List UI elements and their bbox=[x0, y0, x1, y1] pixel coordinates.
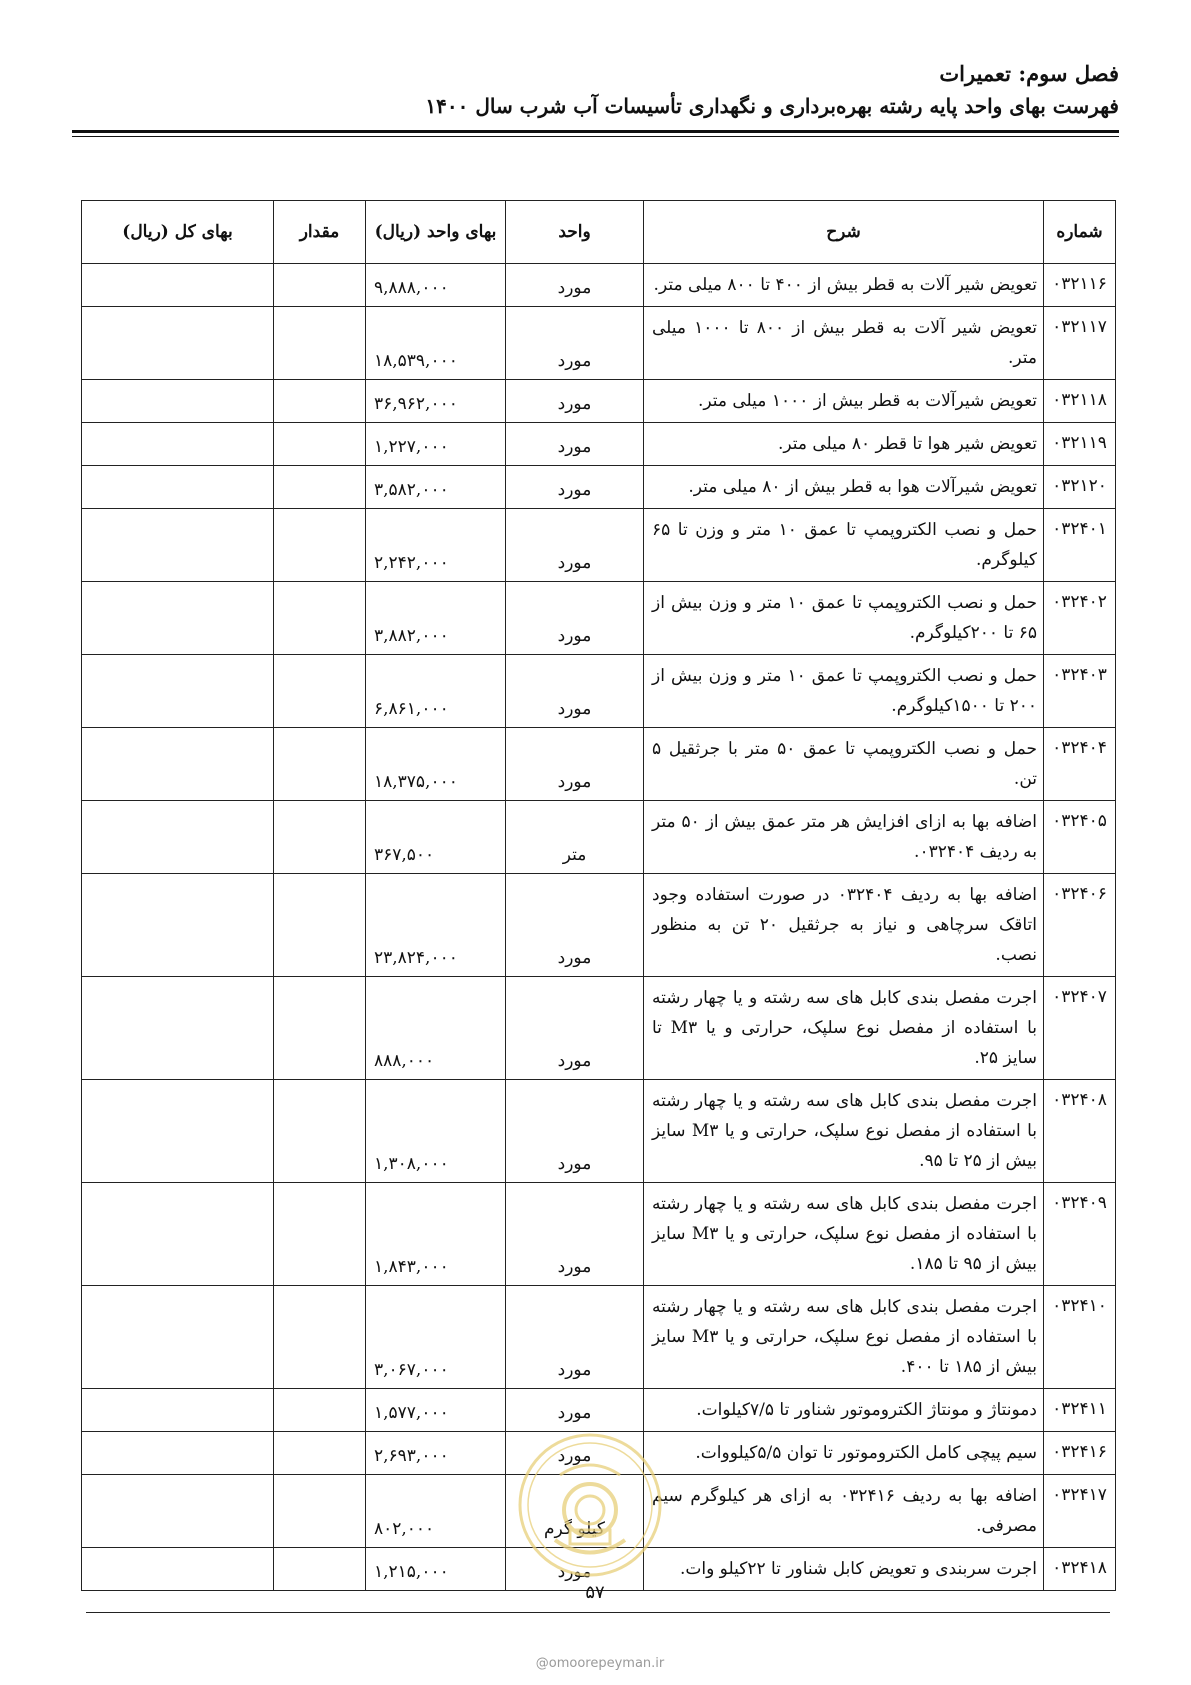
footer-rule bbox=[86, 1612, 1110, 1613]
item-unit-price: ۲,۲۴۲,۰۰۰ bbox=[366, 509, 506, 582]
item-total-price bbox=[82, 1080, 274, 1183]
item-unit-price: ۱,۲۱۵,۰۰۰ bbox=[366, 1548, 506, 1591]
item-quantity bbox=[274, 509, 366, 582]
item-code: ۰۳۲۱۲۰ bbox=[1044, 466, 1116, 509]
item-description: تعویض شیر هوا تا قطر ۸۰ میلی متر. bbox=[644, 423, 1044, 466]
item-quantity bbox=[274, 1183, 366, 1286]
item-unit: مورد bbox=[506, 509, 644, 582]
item-unit-price: ۱۸,۳۷۵,۰۰۰ bbox=[366, 728, 506, 801]
item-total-price bbox=[82, 801, 274, 874]
item-description: تعویض شیر آلات به قطر بیش از ۴۰۰ تا ۸۰۰ میلی متر. bbox=[644, 264, 1044, 307]
document-title: فهرست بهای واحد پایه رشته بهره‌برداری و نگهداری تأسیسات آب شرب سال ۱۴۰۰ bbox=[425, 94, 1119, 118]
item-total-price bbox=[82, 307, 274, 380]
item-description: اجرت سربندی و تعویض کابل شناور تا ۲۲کیلو وات. bbox=[644, 1548, 1044, 1591]
table-row bbox=[82, 582, 1116, 655]
item-unit: مورد bbox=[506, 1183, 644, 1286]
item-description: حمل و نصب الکتروپمپ تا عمق ۵۰ متر با جرثقیل ۵ تن. bbox=[644, 728, 1044, 801]
page-number: ۵۷ bbox=[585, 1582, 605, 1603]
item-quantity bbox=[274, 466, 366, 509]
item-unit: مورد bbox=[506, 582, 644, 655]
table-row bbox=[82, 874, 1116, 977]
item-total-price bbox=[82, 874, 274, 977]
item-description: حمل و نصب الکتروپمپ تا عمق ۱۰ متر و وزن تا ۶۵ کیلوگرم. bbox=[644, 509, 1044, 582]
item-unit-price: ۳,۵۸۲,۰۰۰ bbox=[366, 466, 506, 509]
item-total-price bbox=[82, 977, 274, 1080]
item-quantity bbox=[274, 728, 366, 801]
item-unit-price: ۳۶۷,۵۰۰ bbox=[366, 801, 506, 874]
table-row bbox=[82, 1080, 1116, 1183]
col-header-qty: مقدار bbox=[274, 201, 366, 264]
item-description: اضافه بها به ردیف ۰۳۲۴۰۴ در صورت استفاده وجود اتاقک سرچاهی و نیاز به جرثقیل ۲۰ تن به منظور نصب. bbox=[644, 874, 1044, 977]
item-unit: مورد bbox=[506, 380, 644, 423]
col-header-unit: واحد bbox=[506, 201, 644, 264]
item-code: ۰۳۲۱۱۹ bbox=[1044, 423, 1116, 466]
table-row bbox=[82, 423, 1116, 466]
item-total-price bbox=[82, 380, 274, 423]
item-description: تعویض شیر آلات به قطر بیش از ۸۰۰ تا ۱۰۰۰ میلی متر. bbox=[644, 307, 1044, 380]
item-unit: کیلو گرم bbox=[506, 1475, 644, 1548]
item-unit: مورد bbox=[506, 423, 644, 466]
item-quantity bbox=[274, 1286, 366, 1389]
item-description: اجرت مفصل بندی کابل های سه رشته و یا چهار رشته با استفاده از مفصل نوع سلپک، حرارتی و یا M۳ تا سایز ۲۵. bbox=[644, 977, 1044, 1080]
item-unit: مورد bbox=[506, 264, 644, 307]
item-code: ۰۳۲۴۱۷ bbox=[1044, 1475, 1116, 1548]
item-quantity bbox=[274, 1475, 366, 1548]
item-quantity bbox=[274, 1389, 366, 1432]
item-quantity bbox=[274, 1548, 366, 1591]
item-code: ۰۳۲۴۱۶ bbox=[1044, 1432, 1116, 1475]
table-row bbox=[82, 1183, 1116, 1286]
table-row bbox=[82, 1389, 1116, 1432]
item-total-price bbox=[82, 582, 274, 655]
item-code: ۰۳۲۴۰۹ bbox=[1044, 1183, 1116, 1286]
item-description: تعویض شیرآلات هوا به قطر بیش از ۸۰ میلی متر. bbox=[644, 466, 1044, 509]
item-total-price bbox=[82, 423, 274, 466]
table-row bbox=[82, 655, 1116, 728]
item-description: دمونتاژ و مونتاژ الکتروموتور شناور تا ۷/۵کیلوات. bbox=[644, 1389, 1044, 1432]
item-unit: مورد bbox=[506, 1548, 644, 1591]
item-quantity bbox=[274, 977, 366, 1080]
table-row bbox=[82, 1286, 1116, 1389]
item-unit: مورد bbox=[506, 307, 644, 380]
item-total-price bbox=[82, 728, 274, 801]
header-rule-thin bbox=[72, 136, 1119, 137]
item-quantity bbox=[274, 423, 366, 466]
item-unit-price: ۳,۰۶۷,۰۰۰ bbox=[366, 1286, 506, 1389]
item-unit-price: ۶,۸۶۱,۰۰۰ bbox=[366, 655, 506, 728]
item-quantity bbox=[274, 380, 366, 423]
item-code: ۰۳۲۴۱۱ bbox=[1044, 1389, 1116, 1432]
item-total-price bbox=[82, 1548, 274, 1591]
item-quantity bbox=[274, 874, 366, 977]
item-unit: مورد bbox=[506, 655, 644, 728]
item-unit: مورد bbox=[506, 728, 644, 801]
item-unit-price: ۱,۲۲۷,۰۰۰ bbox=[366, 423, 506, 466]
item-total-price bbox=[82, 1432, 274, 1475]
item-total-price bbox=[82, 1389, 274, 1432]
table-row bbox=[82, 728, 1116, 801]
item-unit: مورد bbox=[506, 1286, 644, 1389]
item-description: اجرت مفصل بندی کابل های سه رشته و یا چهار رشته با استفاده از مفصل نوع سلپک، حرارتی و یا M۳ سایز بیش از ۲۵ تا ۹۵. bbox=[644, 1080, 1044, 1183]
table-row bbox=[82, 380, 1116, 423]
item-description: حمل و نصب الکتروپمپ تا عمق ۱۰ متر و وزن بیش از ۲۰۰ تا ۱۵۰۰کیلوگرم. bbox=[644, 655, 1044, 728]
item-unit-price: ۸۸۸,۰۰۰ bbox=[366, 977, 506, 1080]
item-quantity bbox=[274, 1080, 366, 1183]
item-quantity bbox=[274, 582, 366, 655]
table-row bbox=[82, 466, 1116, 509]
item-unit: مورد bbox=[506, 1432, 644, 1475]
item-total-price bbox=[82, 655, 274, 728]
item-code: ۰۳۲۴۰۴ bbox=[1044, 728, 1116, 801]
col-header-total: بهای کل (ریال) bbox=[82, 201, 274, 264]
item-code: ۰۳۲۱۱۷ bbox=[1044, 307, 1116, 380]
item-code: ۰۳۲۴۰۱ bbox=[1044, 509, 1116, 582]
col-header-price: بهای واحد (ریال) bbox=[366, 201, 506, 264]
item-description: سیم پیچی کامل الکتروموتور تا توان ۵/۵کیلووات. bbox=[644, 1432, 1044, 1475]
item-unit: مورد bbox=[506, 1080, 644, 1183]
item-code: ۰۳۲۴۱۰ bbox=[1044, 1286, 1116, 1389]
item-total-price bbox=[82, 466, 274, 509]
table-row bbox=[82, 977, 1116, 1080]
item-code: ۰۳۲۴۰۷ bbox=[1044, 977, 1116, 1080]
item-code: ۰۳۲۴۱۸ bbox=[1044, 1548, 1116, 1591]
item-unit-price: ۲,۶۹۳,۰۰۰ bbox=[366, 1432, 506, 1475]
table-row bbox=[82, 264, 1116, 307]
item-total-price bbox=[82, 1183, 274, 1286]
page-header bbox=[72, 58, 1119, 122]
item-description: حمل و نصب الکتروپمپ تا عمق ۱۰ متر و وزن بیش از ۶۵ تا ۲۰۰کیلوگرم. bbox=[644, 582, 1044, 655]
item-total-price bbox=[82, 1475, 274, 1548]
item-total-price bbox=[82, 264, 274, 307]
table-row bbox=[82, 307, 1116, 380]
price-table bbox=[81, 200, 1116, 1591]
item-unit: مورد bbox=[506, 466, 644, 509]
table-row bbox=[82, 801, 1116, 874]
item-code: ۰۳۲۴۰۲ bbox=[1044, 582, 1116, 655]
table-row bbox=[82, 509, 1116, 582]
item-description: اجرت مفصل بندی کابل های سه رشته و یا چهار رشته با استفاده از مفصل نوع سلپک، حرارتی و یا M۳ سایز بیش از ۱۸۵ تا ۴۰۰. bbox=[644, 1286, 1044, 1389]
item-code: ۰۳۲۴۰۸ bbox=[1044, 1080, 1116, 1183]
item-quantity bbox=[274, 801, 366, 874]
item-unit: مورد bbox=[506, 977, 644, 1080]
item-code: ۰۳۲۱۱۸ bbox=[1044, 380, 1116, 423]
header-rule-thick bbox=[72, 130, 1119, 133]
item-description: اضافه بها به ازای افزایش هر متر عمق بیش از ۵۰ متر به ردیف ۰۳۲۴۰۴. bbox=[644, 801, 1044, 874]
item-quantity bbox=[274, 264, 366, 307]
item-unit-price: ۲۳,۸۲۴,۰۰۰ bbox=[366, 874, 506, 977]
seal-logo-icon bbox=[515, 1430, 665, 1580]
item-unit-price: ۹,۸۸۸,۰۰۰ bbox=[366, 264, 506, 307]
col-header-desc: شرح bbox=[644, 201, 1044, 264]
item-unit-price: ۱,۳۰۸,۰۰۰ bbox=[366, 1080, 506, 1183]
item-unit-price: ۱,۸۴۳,۰۰۰ bbox=[366, 1183, 506, 1286]
item-unit: مورد bbox=[506, 874, 644, 977]
table-header-row bbox=[82, 201, 1116, 264]
item-unit-price: ۳۶,۹۶۲,۰۰۰ bbox=[366, 380, 506, 423]
item-description: تعویض شیرآلات به قطر بیش از ۱۰۰۰ میلی متر. bbox=[644, 380, 1044, 423]
item-quantity bbox=[274, 655, 366, 728]
item-unit-price: ۸۰۲,۰۰۰ bbox=[366, 1475, 506, 1548]
item-description: اجرت مفصل بندی کابل های سه رشته و یا چهار رشته با استفاده از مفصل نوع سلپک، حرارتی و یا M۳ سایز بیش از ۹۵ تا ۱۸۵. bbox=[644, 1183, 1044, 1286]
item-description: اضافه بها به ردیف ۰۳۲۴۱۶ به ازای هر کیلوگرم سیم مصرفی. bbox=[644, 1475, 1044, 1548]
item-code: ۰۳۲۴۰۵ bbox=[1044, 801, 1116, 874]
item-unit: مورد bbox=[506, 1389, 644, 1432]
item-unit-price: ۱۸,۵۳۹,۰۰۰ bbox=[366, 307, 506, 380]
col-header-code: شماره bbox=[1044, 201, 1116, 264]
item-code: ۰۳۲۴۰۶ bbox=[1044, 874, 1116, 977]
item-quantity bbox=[274, 307, 366, 380]
chapter-title: فصل سوم: تعمیرات bbox=[939, 61, 1119, 86]
item-code: ۰۳۲۱۱۶ bbox=[1044, 264, 1116, 307]
item-total-price bbox=[82, 1286, 274, 1389]
item-unit-price: ۱,۵۷۷,۰۰۰ bbox=[366, 1389, 506, 1432]
item-unit-price: ۳,۸۸۲,۰۰۰ bbox=[366, 582, 506, 655]
item-unit: متر bbox=[506, 801, 644, 874]
item-total-price bbox=[82, 509, 274, 582]
website-watermark: @omoorepeyman.ir bbox=[535, 1656, 665, 1671]
item-quantity bbox=[274, 1432, 366, 1475]
item-code: ۰۳۲۴۰۳ bbox=[1044, 655, 1116, 728]
